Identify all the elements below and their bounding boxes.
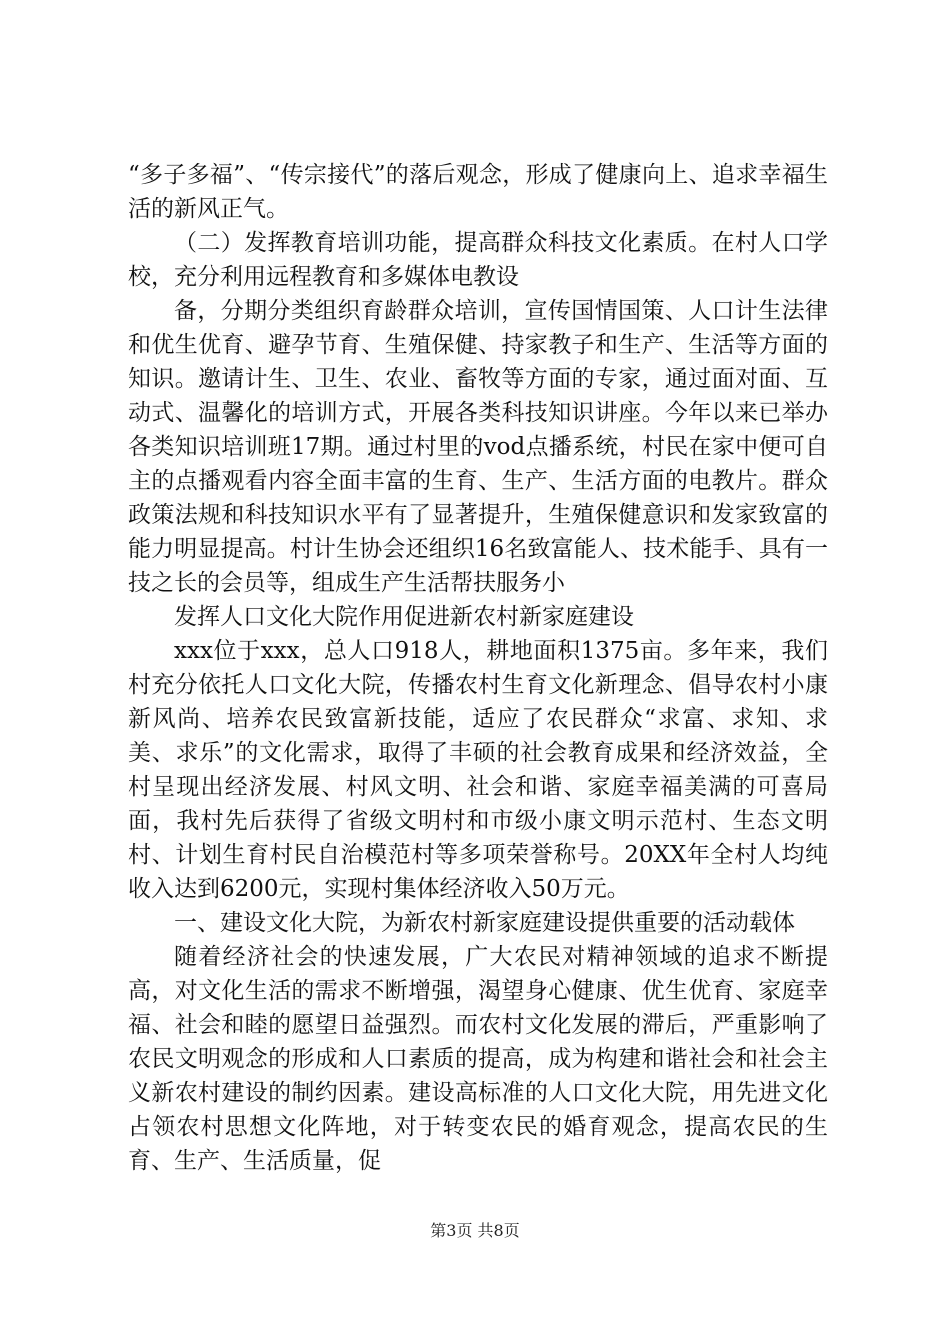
paragraph: （二）发挥教育培训功能，提高群众科技文化素质。在村人口学校，充分利用远程教育和多媒体电教设 (128, 230, 828, 290)
section-heading: 一、建设文化大院，为新农村新家庭建设提供重要的活动载体 (174, 910, 795, 936)
document-body (128, 158, 828, 1178)
page-number-footer: 第3页 共8页 (430, 1221, 520, 1240)
paragraph: 备，分期分类组织育龄群众培训，宣传国情国策、人口计生法律和优生优育、避孕节育、生殖保健、持家教子和生产、生活等方面的知识。邀请计生、卫生、农业、畜牧等方面的专家，通过面对面、互动式、温馨化的培训方式，开展各类科技知识讲座。今年以来已举办各类知识培训班17期。通过村里的vod点播系统，村民在家中便可自主的点播观看内容全面丰富的生育、生产、生活方面的电教片。群众政策法规和科技知识水平有了显著提升，生殖保健意识和发家致富的能力明显提高。村计生协会还组织16名致富能人、技术能手、具有一技之长的会员等，组成生产生活帮扶服务小 (128, 298, 828, 596)
section-title: 发挥人口文化大院作用促进新农村新家庭建设 (174, 604, 634, 630)
paragraph: xxx位于xxx，总人口918人，耕地面积1375亩。多年来，我们村充分依托人口文化大院，传播农村生育文化新理念、倡导农村小康新风尚、培养农民致富新技能，适应了农民群众“求富、求知、求美、求乐”的文化需求，取得了丰硕的社会教育成果和经济效益，全村呈现出经济发展、村风文明、社会和谐、家庭幸福美满的可喜局面，我村先后获得了省级文明村和市级小康文明示范村、生态文明村、计划生育村民自治模范村等多项荣誉称号。20XX年全村人均纯收入达到6200元，实现村集体经济收入50万元。 (128, 638, 828, 902)
paragraph: “多子多福”、“传宗接代”的落后观念，形成了健康向上、追求幸福生活的新风正气。 (128, 162, 828, 222)
paragraph: 随着经济社会的快速发展，广大农民对精神领域的追求不断提高，对文化生活的需求不断增强，渴望身心健康、优生优育、家庭幸福、社会和睦的愿望日益强烈。而农村文化发展的滞后，严重影响了农民文明观念的形成和人口素质的提高，成为构建和谐社会和社会主义新农村建设的制约因素。建设高标准的人口文化大院，用先进文化占领农村思想文化阵地，对于转变农民的婚育观念，提高农民的生育、生产、生活质量，促 (128, 944, 828, 1174)
